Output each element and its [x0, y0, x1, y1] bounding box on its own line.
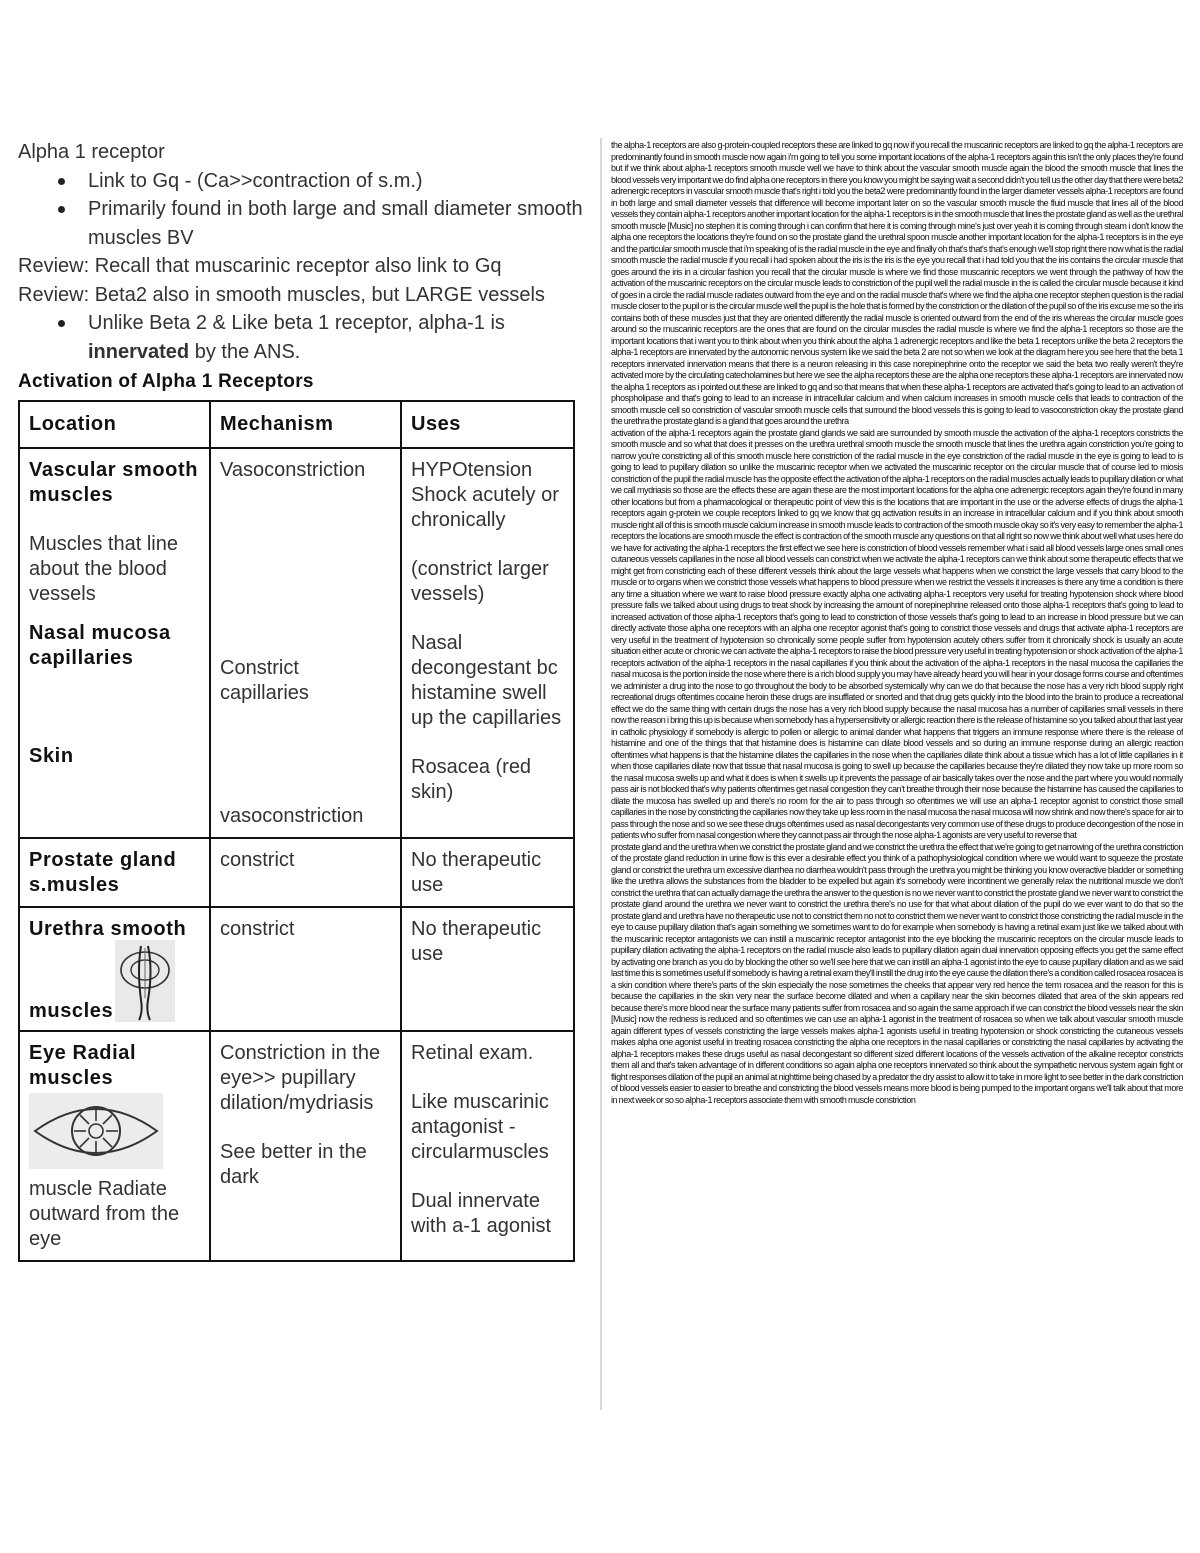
table-row-urethra: [19, 907, 574, 1031]
location-title: Eye Radial muscles: [29, 1042, 137, 1089]
table-header-row: [19, 401, 574, 448]
bullet-item: [88, 309, 593, 366]
eye-sketch-image: [29, 1093, 163, 1169]
col-header-mechanism: Mechanism: [210, 401, 401, 448]
table-row-prostate: [19, 838, 574, 907]
uses-text: Like muscarinic antagonist -circularmuscles: [411, 1091, 549, 1163]
mechanism-text: Constrict capillaries: [220, 657, 309, 704]
uses-text: Dual innervate with a-1 agonist: [411, 1190, 552, 1237]
mechanism-cell: [210, 1031, 401, 1261]
bullet-list-2: [18, 309, 593, 366]
location-title: Prostate gland s.musles: [29, 849, 177, 896]
uses-cell: [401, 448, 574, 838]
mechanism-text: Vasoconstriction: [220, 459, 366, 481]
urethra-sketch-image: [115, 940, 175, 1022]
bullet-list-1: [18, 167, 593, 253]
uses-cell: [401, 907, 574, 1031]
location-note: muscle Radiate outward from the eye: [29, 1178, 180, 1250]
location-note: Muscles that line about the blood vessels: [29, 533, 178, 605]
uses-text: (constrict larger vessels): [411, 558, 549, 605]
column-divider: [600, 138, 602, 1410]
section-title: Activation of Alpha 1 Receptors: [18, 371, 314, 392]
uses-text: Rosacea (red skin): [411, 756, 532, 803]
mechanism-text: constrict: [220, 918, 295, 940]
location-cell: [19, 907, 210, 1031]
uses-cell: [401, 838, 574, 907]
review-note: Review: Beta2 also in smooth muscles, but LARGE vessels: [18, 283, 545, 306]
location-title: Skin: [29, 745, 74, 767]
bullet-bold-text: innervated: [88, 340, 190, 363]
transcript-paragraph: prostate gland and the urethra when we constrict the prostate gland and we constrict the urethra the effect that we're going to get narrowing of the urethra constriction of the prostate gland reduction in urine flow is this ever a desirable effect you think of a pathophysiological condition where we would want to squeeze the prostate gland or constrict the urethra um excessive diarrhea no diarrhea wouldn't pass through the urethra you might be thinking you know overactive bladder or something like the urethra allows the substances from the bladder to be expelled but again it's somebody were incontinent we generally relax the nutritional muscle we don't constrict the urethra that can actually damage the urethra the answer to the question is no we never want to constrict the prostate gland we never want to constrict the prostate gland around the urethra we never want to constrict the urethra there's no use for that what about dilation of the pupil do we ever want to do that so the prostate gland and urethra have no therapeutic use not to constrict them no not to constrict them we never want to constrict those constricting the radial muscle in the eye to cause pupillary dilation that's again something we sometimes want to do for example when somebody is having a retinal exam just like we talked about with the muscarinic receptor antagonists we can instill a muscarinic receptor antagonist into the eye blocking the muscarinic receptors on the circular muscle leads to pupillary dilation activating the alpha-1 receptors on the radial muscle also leads to pupillary dilation again dual innervation opposing effects you get the same effect by activating one branch as you do by blocking the other so we'll see here that we can instill an alpha-1 agonist into the eye to cause pupillary dilation and as we said last time this is sometimes useful if somebody is having a retinal exam they'll instill the drug into the eye cause the dilation there's a condition called rosacea rosacea is a skin condition where there's parts of the skin especially the nose sometimes the cheeks that appear very red hence the term rosacea and the reason for this is because the capillaries in the skin very near the surface become dilated and when a capillary near the skin becomes dilated that area of the skin appears red because there's more blood near the surface many patients suffer from rosacea and so again the same approach if we can constrict the blood vessels near the skin [Music] now the redness is reduced and so oftentimes we can use an alpha-1 agonist in the treatment of rosacea so when we talk about vascular smooth muscle again different types of vessels constricting the large vessels makes alpha-1 agonists useful in treating hypotension or shock constricting the cutaneous vessels makes alpha one agonist useful in treating rosacea constricting the alpha one receptors in the nasal capillaries or constricting the nasal capillaries by activating the alpha-1 receptors makes these drugs useful as nasal decongestant so different sized different locations of the vessels activation of the alkaline receptor constricts them all and that's taken advantage of in different conditions so again alpha one receptors innervated so think about the sympathetic nervous system again fight or flight responses dilation of the pupil an animal at nighttime being chased by a predator the dry assist to allow it to take in more light to see better in the dark constriction of blood vessels easier to easier to breathe and constricting the blood vessels means more blood is being pumped to the important organs we'll talk about that more in next week or so so alpha-1 receptors associate them with smooth muscle constriction: [611, 841, 1183, 1105]
location-title: muscles: [29, 1000, 114, 1022]
location-title: Urethra smooth: [29, 918, 187, 940]
bullet-text: Unlike Beta 2 & Like beta 1 receptor, alpha-1 is: [88, 312, 505, 334]
page-heading: Alpha 1 receptor: [18, 141, 165, 163]
uses-text: Retinal exam.: [411, 1042, 534, 1064]
table-row-eye: [19, 1031, 574, 1261]
uses-text: HYPOtension Shock acutely or chronically: [411, 459, 559, 531]
uses-cell: [401, 1031, 574, 1261]
location-cell: [19, 1031, 210, 1261]
notes-column: [18, 138, 593, 1262]
col-header-location: Location: [19, 401, 210, 448]
mechanism-cell: [210, 838, 401, 907]
location-title: Nasal mucosa capillaries: [29, 622, 171, 669]
location-cell: [19, 448, 210, 838]
mechanism-text: vasoconstriction: [220, 805, 364, 827]
bullet-item: Primarily found in both large and small diameter smooth muscles BV: [88, 195, 593, 252]
table-row-vascular: [19, 448, 574, 838]
mechanism-text: See better in the dark: [220, 1141, 367, 1188]
mechanism-text: Constriction in the eye>> pupillary dilation/mydriasis: [220, 1042, 381, 1114]
alpha1-table: [18, 400, 575, 1262]
uses-text: Nasal decongestant bc histamine swell up the capillaries: [411, 632, 562, 729]
location-cell: [19, 838, 210, 907]
review-note: Review: Recall that muscarinic receptor also link to Gq: [18, 255, 502, 277]
transcript-column: [611, 140, 1183, 1360]
location-title: Vascular smooth muscles: [29, 459, 199, 506]
bullet-text: by the ANS.: [194, 340, 301, 363]
col-header-uses: Uses: [401, 401, 574, 448]
transcript-paragraph: activation of the alpha-1 receptors again the prostate gland glands we said are surrounded by smooth muscle the activation of the alpha-1 receptors constricts the smooth muscle and so what that does it presses on the urethra urethral smooth muscle the smooth muscle that lines the urethra again constriction you're going to narrow you're constricting all of this smooth muscle here constriction of the radial muscle in the eye constriction of the radial muscle in the eye is going to lead to is going to lead to pupillary dilation so unlike the muscarinic receptor when we activated the muscarinic receptor on the circular muscle that of course led to miosis constriction of the pupil the radial muscle has the opposite effect the activation of the alpha-1 receptors on the radial muscles actually leads to pupillary dilation or what we call mydriasis so those are the effects these are again these are the most important locations for the alpha one adrenergic receptors again they're found in many other locations but from a pharmacological or therapeutic point of view this is the locations that are important in the use or the adverse effects of drugs the alpha-1 receptors again g-protein we couple receptors linked to gq we know that gq activation results in an increase in intracellular calcium and if you think about smooth muscle right all of this is smooth muscle calcium increase in smooth muscle leads to contraction of the smooth muscle okay so it's very easy to remember the alpha-1 receptors the locations are smooth muscle the effect is contraction of the smooth muscle any questions on that all right so now we think about well what uses here do we have for activating the alpha-1 receptors the first effect we see here is constriction of blood vessels remember what i said all blood vessels large ones small ones cutaneous vessels capillaries in the nose all blood vessels can constrict when we activate the alpha-1 receptors can we think about some therapeutic effects that we might get from constricting each of these different vessels think about the large vessels what happens when we constrict the large vessels that carry blood to the muscle or to organs when we constrict those vessels what happens to blood pressure when we restrict the vessels it increases is there any time a condition is there any time a situation where we want to raise blood pressure exactly alpha one activating alpha-1 receptors very useful for treating hypotension shock where blood pressure falls we talked about using drugs to treat shock by increasing the amount of norepinephrine released onto those alpha-1 receptors that's going to lead to increased activation of those alpha-1 receptors that's going to lead to constriction of those vessels that's going to lead to an increase in blood pressure but we can directly activate those alpha one receptors with an alpha one receptor agonist that's going to constrict those vessels and drugs that activate alpha-1 receptors are very useful in the treatment of hypotension so chronically some people suffer from hypotension acutely others suffer from it chronically shock is usually an acute situation either acute or chronic we can activate the alpha-1 receptors to raise the blood pressure very useful in treating hypotension or shock activation of the alpha-1 receptors activation of the alpha-1 receptors in the nasal capillaries if you think about the activation of the alpha-1 receptors in the nasal mucosa the capillaries the nasal mucosa is the portion inside the nose where there is a rich blood supply you may have already heard you will hear in your dosage forms course and oftentimes we administer a drug into the nose to go throughout the body to be absorbed systemically why can we do that because the nose has a very rich blood supply right recreational drugs oftentimes cocaine heroin these drugs are insufflated or snorted and that drug gets quickly into the blood into the brain to produce a recreational effect we do the same thing with certain drugs the nose has a very rich blood supply because the nasal mucosa has a number of capillaries small vessels in there now the reason i bring this up is because when somebody has a hypersensitivity or allergic reaction there is the release of histamine so you talked about that last year in catholic physiology if somebody is allergic to pollen or allergic to animal dander what happens that triggers an immune response where there is the release of histamine and one of the things that that histamine does is histamine can dilate blood vessels and so during an immune response during an allergic reaction oftentimes what happens is that the histamine dilates the capillaries in the nose when the capillaries dilate think about a tissue which has a lot of little capillaries in it when those capillaries dilate now that tissue that nasal mucosa is going to swell up because the capillaries because they're dilated they now take up more room so the nasal mucosa swells up and what it does is when it swells up it prevents the passage of air basically takes over the nose and the part where you would normally pass air is not blocked that's why patients oftentimes get nasal congestion they can't breathe through their nose because the histamine has caused the capillaries to dilate the mucosa has swelled up and there's no room for the air to pass through so oftentimes we will use an alpha-1 receptor agonist to constrict those small capillaries in the nose by constricting the capillaries now they take up less room in the nasal mucosa the nasal mucosa will now shrink and now there's space for air to pass through the nose and so we see these drugs oftentimes used as nasal decongestants very common use of these drugs to produce decongestion of the nose in patients who suffer from nasal congestion where they cannot pass air through the nose alpha-1 agonists are very useful to reverse that: [611, 427, 1183, 840]
mechanism-cell: [210, 448, 401, 838]
mechanism-cell: [210, 907, 401, 1031]
uses-text: No therapeutic use: [411, 849, 542, 896]
mechanism-text: constrict: [220, 849, 295, 871]
bullet-item: Link to Gq - (Ca>>contraction of s.m.): [88, 167, 593, 196]
uses-text: No therapeutic use: [411, 918, 542, 965]
transcript-paragraph: the alpha-1 receptors are also g-protein-coupled receptors these are linked to gq now if you recall the muscarinic receptors are linked to gq the alpha-1 receptors are predominantly found in smooth muscle now again i'm going to tell you some important locations of the alpha-1 receptors again this isn't the only places they're found but if we think about alpha-1 receptors smooth muscle well we have to think about the vascular smooth muscle again the blood the smooth muscle that lines the blood vessels very important we do find alpha one receptors in there you know you might be saying wait a second didn't you tell us the other day that there were beta2 adrenergic receptors in vascular smooth muscle that's right i told you the beta2 were predominantly found in the larger diameter vessels alpha-1 receptors are found in both large and small diameter vessels that difference will become important later on so the vascular smooth muscle the fluid muscle that lines all of the blood vessels they contain alpha-1 receptors another important location for the alpha-1 receptors is in the smooth muscle that lines the prostate gland as well as the urethral smooth muscle [Music] no stephen it is coming through i can confirm that here it is coming through mine's just over yeah it is coming through steam i don't know the alpha one receptors the locations they're found on so the prostate gland the urethral spoon muscle another important location for the alpha-1 receptors is in the eye and the particular smooth muscle that i'm speaking of is the radial muscle in the eye and finally oh that's that's that's enough we'll stop right there now what is the radial smooth muscle the radial muscle if you recall i had spoken about the iris is the iris is the eye you recall that i had told you that the iris contains the circular muscle that goes around the iris in a circular fashion you recall that the circular muscle is where we find those muscarinic receptors we went through the pathway of how the activation of the muscarinic receptors on the circular muscle leads to constriction of the pupil well the radial muscle in the is called the circular muscle because it kind of goes in a circle the radial muscle radiates outward from the eye and on the radial muscle that's where we find the alpha one receptor stephen question is the radial muscle closer to the pupil or is the circular muscle well the pupil is the hole that is formed by the constriction or the dilation of the pupil so of the iris excuse me so the iris contains both of these muscles just that they are oriented differently the radial muscle is oriented outward from the end of the iris whereas the circular muscle goes around so the muscarinic receptors are the ones that are found on the circular muscles the radial muscle is where we find the alpha-1 receptors so those are the important locations that i want you to think about when you think about the alpha 1 adrenergic receptors and like the beta 1 receptors unlike the beta 2 receptors the alpha-1 receptors are innervated by the autonomic nervous system like we said the beta 2 are not so when we look at the diagram here you see here that the beta 1 receptors innervated innervation means that there is a neuron releasing in this case norepinephrine onto the receptor we said the beta two really weren't they're activated more by the circulating catecholamines but here we see the alpha receptors these are the alpha one receptors these alpha-1 receptors are innervated now the alpha 1 receptors as i pointed out these are linked to gq and so that means that when these alpha-1 receptors are activated that's going to lead to an activation of phospholipase and that's going to lead to an increase in intracellular calcium and when calcium increases in smooth muscle cells that leads to contraction of the smooth muscle cell so constriction of vascular smooth muscle cells that surround the blood vessels this is going to lead to vasoconstriction okay the prostate gland the urethra the prostate gland is a gland that goes around the urethra: [611, 140, 1183, 426]
